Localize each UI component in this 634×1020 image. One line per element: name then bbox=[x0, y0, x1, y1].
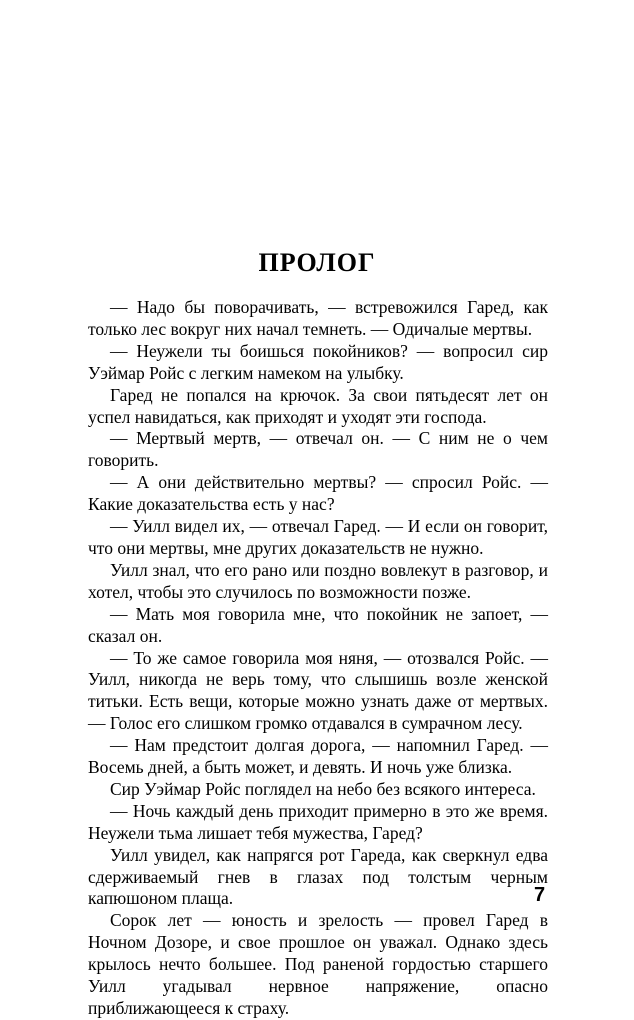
chapter-title: ПРОЛОГ bbox=[258, 248, 376, 277]
paragraph: — Мать моя говорила мне, что покойник не запоет, — сказал он. bbox=[88, 603, 548, 646]
paragraph: Сир Уэймар Ройс поглядел на небо без всякого интереса. bbox=[110, 778, 536, 799]
body-text bbox=[88, 297, 548, 1020]
paragraph: Гаред не попался на крючок. За свои пятьдесят лет он успел навидаться, как приходят и уходят эти господа. bbox=[88, 384, 548, 427]
paragraph: — Неужели ты боишься покойников? — вопросил сир Уэймар Ройс с легким намеком на улыбку. bbox=[88, 340, 548, 383]
paragraph: — То же самое говорила моя няня, — отозвался Ройс. — Уилл, никогда не верь тому, что слышишь возле женской титьки. Есть вещи, которые можно узнать даже от мертвых. — Голос его слишком громко отдавался в сумрачном лесу. bbox=[88, 647, 548, 734]
paragraph: — А они действительно мертвы? — спросил Ройс. — Какие доказательства есть у нас? bbox=[88, 472, 548, 515]
paragraph: — Нам предстоит долгая дорога, — напомнил Гаред. — Восемь дней, а быть может, и девять. И ночь уже близка. bbox=[88, 735, 548, 778]
paragraph: Уилл увидел, как напрягся рот Гареда, как сверкнул едва сдерживаемый гнев в глазах под толстым черным капюшоном плаща. bbox=[88, 844, 548, 909]
paragraph: — Ночь каждый день приходит примерно в это же время. Неужели тьма лишает тебя мужества, Гаред? bbox=[88, 800, 548, 843]
paragraph: Уилл знал, что его рано или поздно вовлекут в разговор, и хотел, чтобы это случилось по возможности позже. bbox=[88, 559, 548, 602]
paragraph: — Надо бы поворачивать, — встревожился Гаред, как только лес вокруг них начал темнеть. — Одичалые мертвы. bbox=[88, 297, 548, 339]
paragraph: Сорок лет — юность и зрелость — провел Гаред в Ночном Дозоре, и свое прошлое он уважал. Однако здесь крылось нечто большее. Под раненой гордостью старшего Уилл угадывал нервное напряжение, опасно приближающееся к страху. bbox=[88, 910, 548, 1018]
page-number: 7 bbox=[534, 884, 546, 906]
paragraph: — Мертвый мертв, — отвечал он. — С ним не о чем говорить. bbox=[88, 428, 548, 471]
paragraph: — Уилл видел их, — отвечал Гаред. — И если он говорит, что они мертвы, мне других доказательств не нужно. bbox=[88, 516, 548, 558]
